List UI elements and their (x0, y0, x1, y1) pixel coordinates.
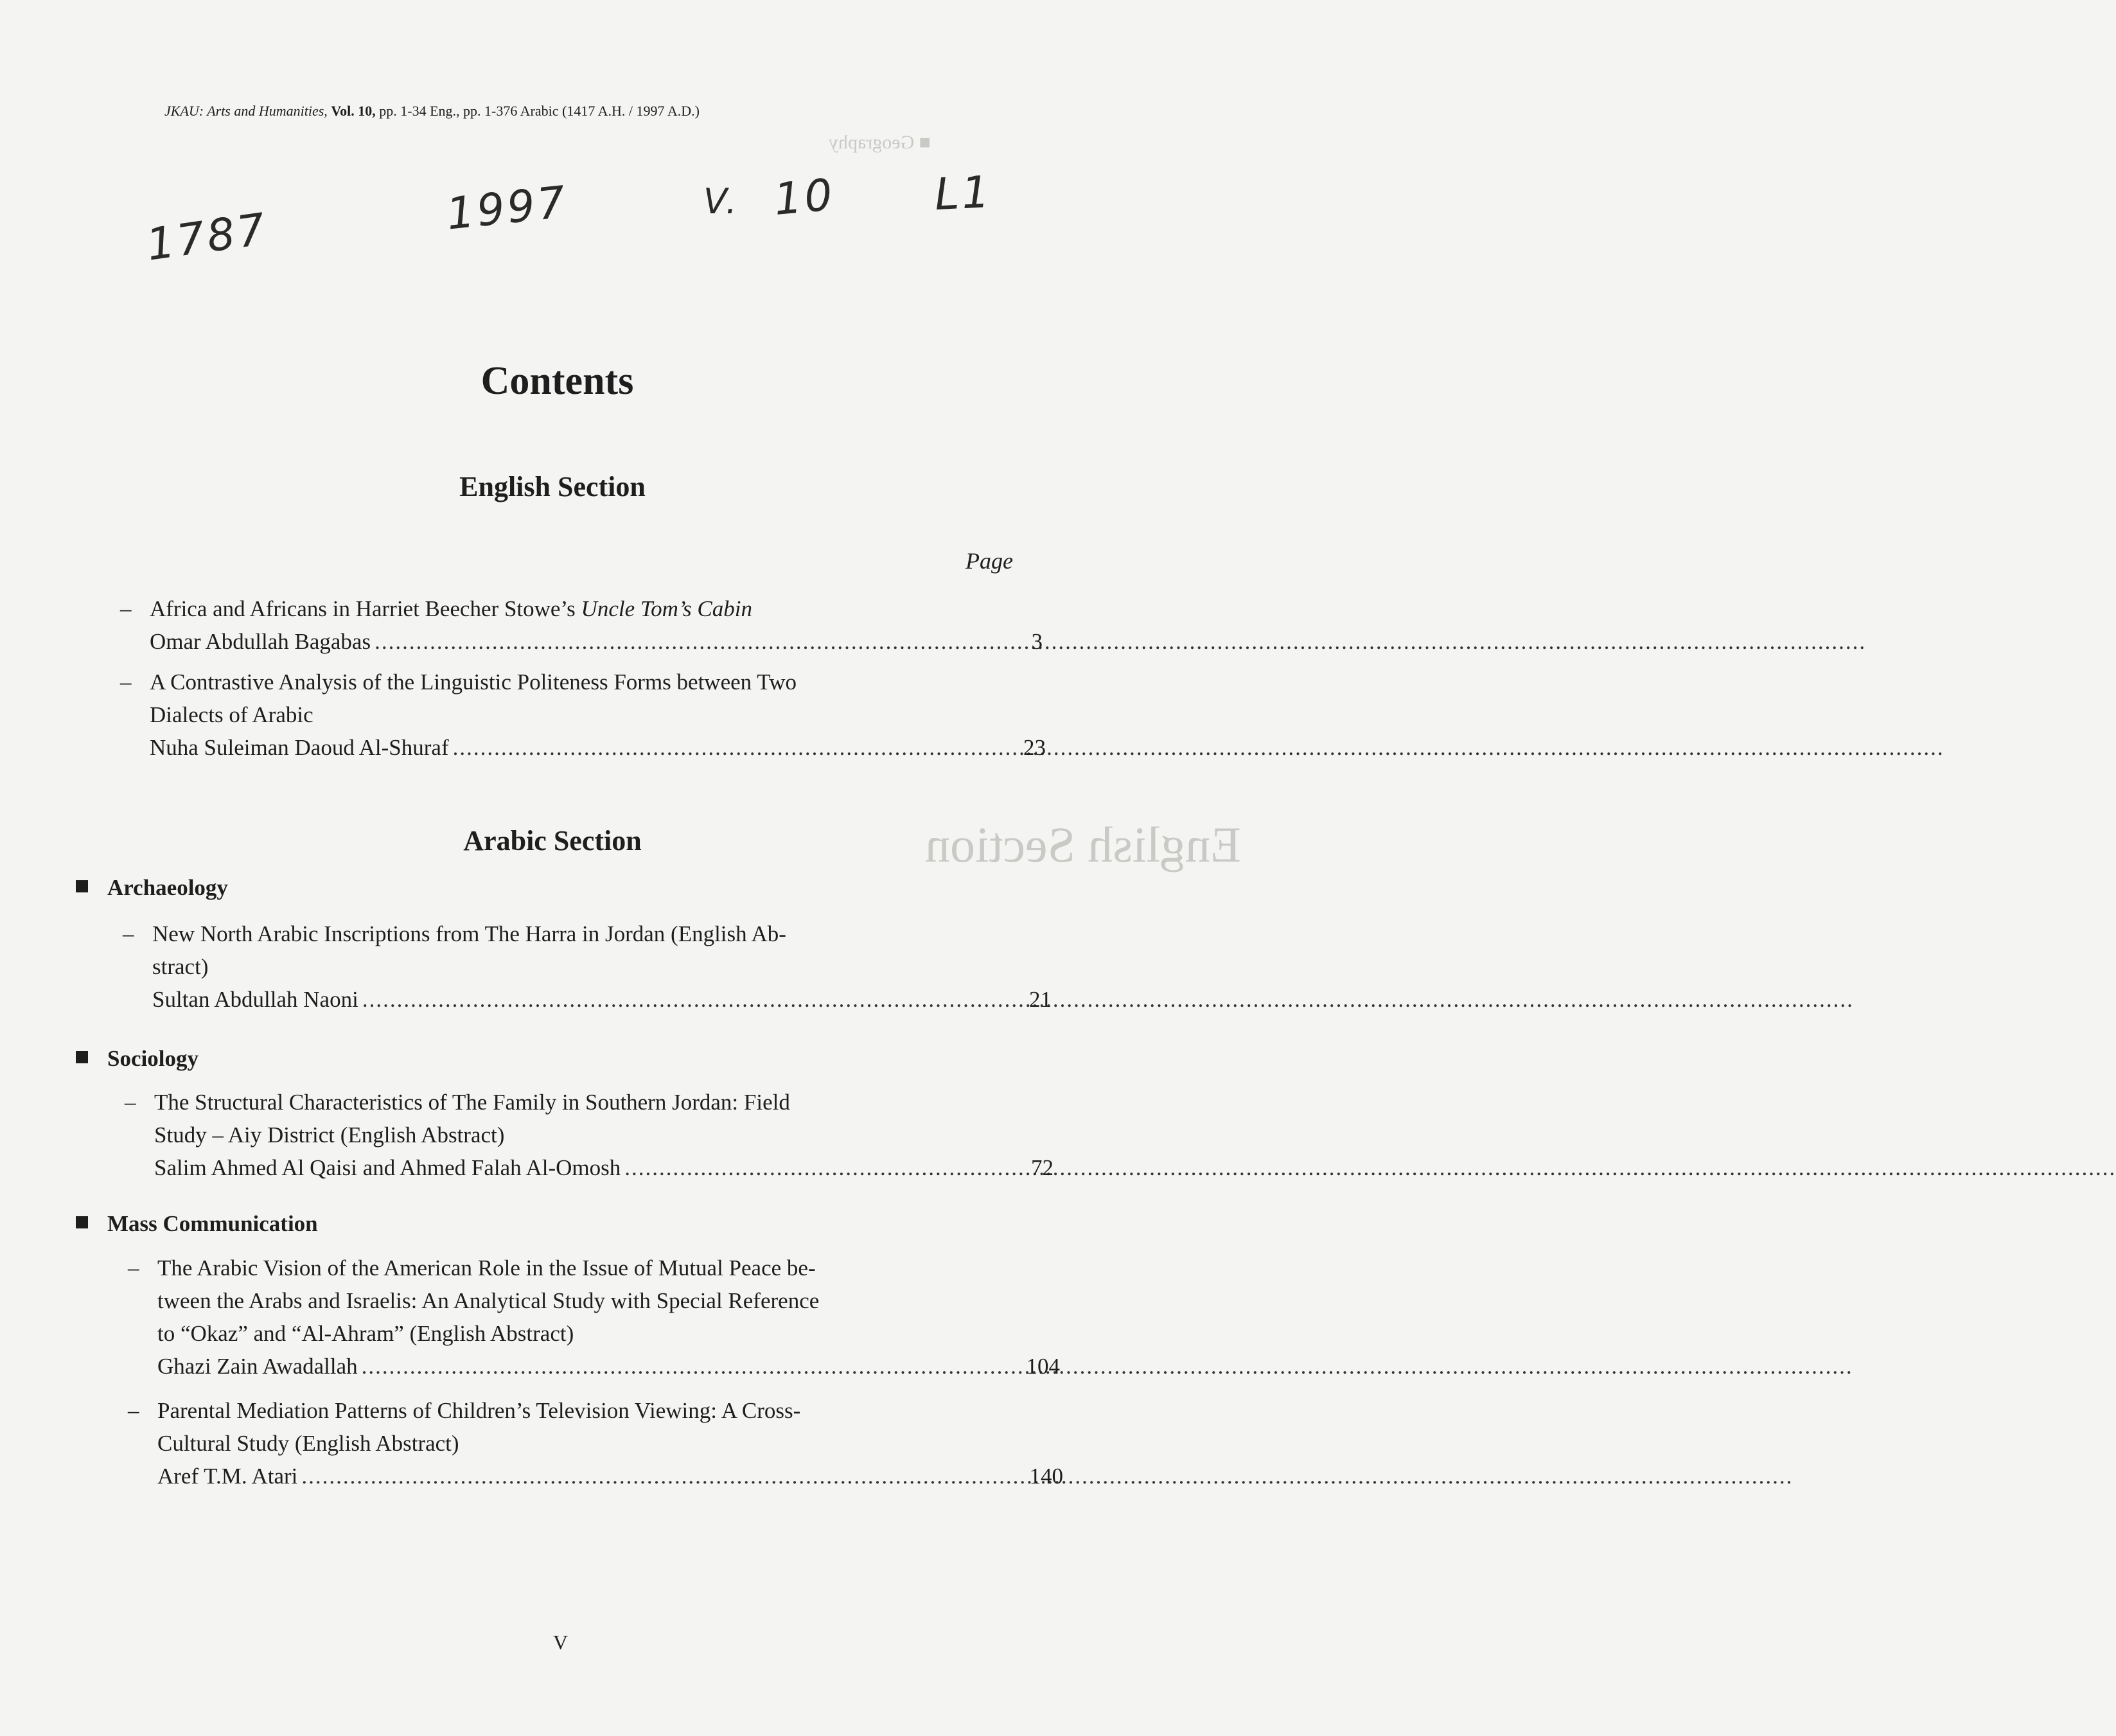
entry-page-number: 21 (1029, 987, 1052, 1012)
entry-title: tween the Arabs and Israelis: An Analytical Study with Special Reference (157, 1288, 820, 1313)
entry-author: Sultan Abdullah Naoni (152, 987, 358, 1012)
category-mass-communication: Mass Communication (76, 1211, 318, 1237)
toc-entry (120, 666, 1046, 764)
entry-title: The Structural Characteristics of The Family in Southern Jordan: Field (154, 1090, 790, 1115)
entry-author: Salim Ahmed Al Qaisi and Ahmed Falah Al-Omosh (154, 1155, 621, 1180)
entry-title: stract) (152, 954, 209, 979)
journal-header: JKAU: Arts and Humanities, Vol. 10, pp. 1-34 Eng., pp. 1-376 Arabic (1417 A.H. / 1997 A.D.) (164, 103, 700, 119)
handwritten-note-year: 1997 (444, 177, 570, 240)
handwritten-note-v: V. (703, 181, 739, 222)
entry-page-number: 3 (1031, 629, 1043, 654)
entry-author: Nuha Suleiman Daoud Al-Shuraf (150, 735, 449, 760)
toc-entry (128, 1252, 1060, 1383)
toc-entry (120, 592, 1043, 658)
english-section-heading: English Section (459, 471, 646, 502)
page-folio: V (552, 1631, 569, 1654)
bleed-through-decoration: ■ Geography (829, 132, 931, 153)
toc-entry (128, 1394, 1063, 1492)
toc-entry (123, 917, 1052, 1016)
entry-title: Parental Mediation Patterns of Children’s Television Viewing: A Cross- (157, 1398, 801, 1423)
entry-page-number: 140 (1029, 1464, 1063, 1489)
entry-title: Dialects of Arabic (150, 702, 313, 727)
entry-title: Cultural Study (English Abstract) (157, 1431, 459, 1456)
leader-dots (362, 983, 1854, 1016)
leader-dots (375, 625, 1866, 658)
entry-title-italic: Uncle Tom’s Cabin (581, 596, 752, 621)
handwritten-note-volume: 10 (771, 170, 837, 226)
leader-dots (362, 1350, 1853, 1383)
entry-title: A Contrastive Analysis of the Linguistic Politeness Forms between Two (150, 669, 797, 695)
entry-dash: – (128, 1255, 139, 1280)
page-column-label: Page (965, 548, 1013, 574)
entry-dash: – (120, 596, 132, 621)
entry-title: Study – Aiy District (English Abstract) (154, 1122, 505, 1147)
entry-page-number: 72 (1031, 1155, 1054, 1180)
bullet-square-icon (76, 1051, 88, 1063)
entry-author: Ghazi Zain Awadallah (157, 1354, 358, 1379)
entry-dash: – (120, 669, 132, 695)
entry-author: Omar Abdullah Bagabas (150, 629, 371, 654)
entry-page-number: 23 (1023, 735, 1046, 760)
entry-dash: – (128, 1398, 139, 1423)
handwritten-note-left: 1787 (143, 204, 271, 271)
bleed-through-decoration: English Section (925, 817, 1241, 872)
entry-title: Africa and Africans in Harriet Beecher Stowe’s (150, 596, 581, 621)
handwritten-note-right: L1 (933, 166, 994, 221)
entry-author: Aref T.M. Atari (157, 1464, 298, 1489)
toc-entry (125, 1086, 1054, 1184)
page-title: Contents (481, 359, 634, 403)
category-archaeology: Archaeology (76, 875, 228, 901)
arabic-section-heading: Arabic Section (463, 825, 642, 856)
category-sociology: Sociology (76, 1046, 198, 1072)
entry-dash: – (125, 1090, 136, 1115)
entry-page-number: 104 (1026, 1354, 1060, 1379)
bullet-square-icon (76, 880, 88, 892)
leader-dots (624, 1151, 2116, 1184)
leader-dots (453, 731, 1944, 764)
entry-title: New North Arabic Inscriptions from The Harra in Jordan (English Ab- (152, 921, 786, 946)
entry-title: The Arabic Vision of the American Role in the Issue of Mutual Peace be- (157, 1255, 816, 1280)
entry-dash: – (123, 921, 134, 946)
entry-title: to “Okaz” and “Al-Ahram” (English Abstract) (157, 1321, 574, 1346)
bullet-square-icon (76, 1216, 88, 1228)
